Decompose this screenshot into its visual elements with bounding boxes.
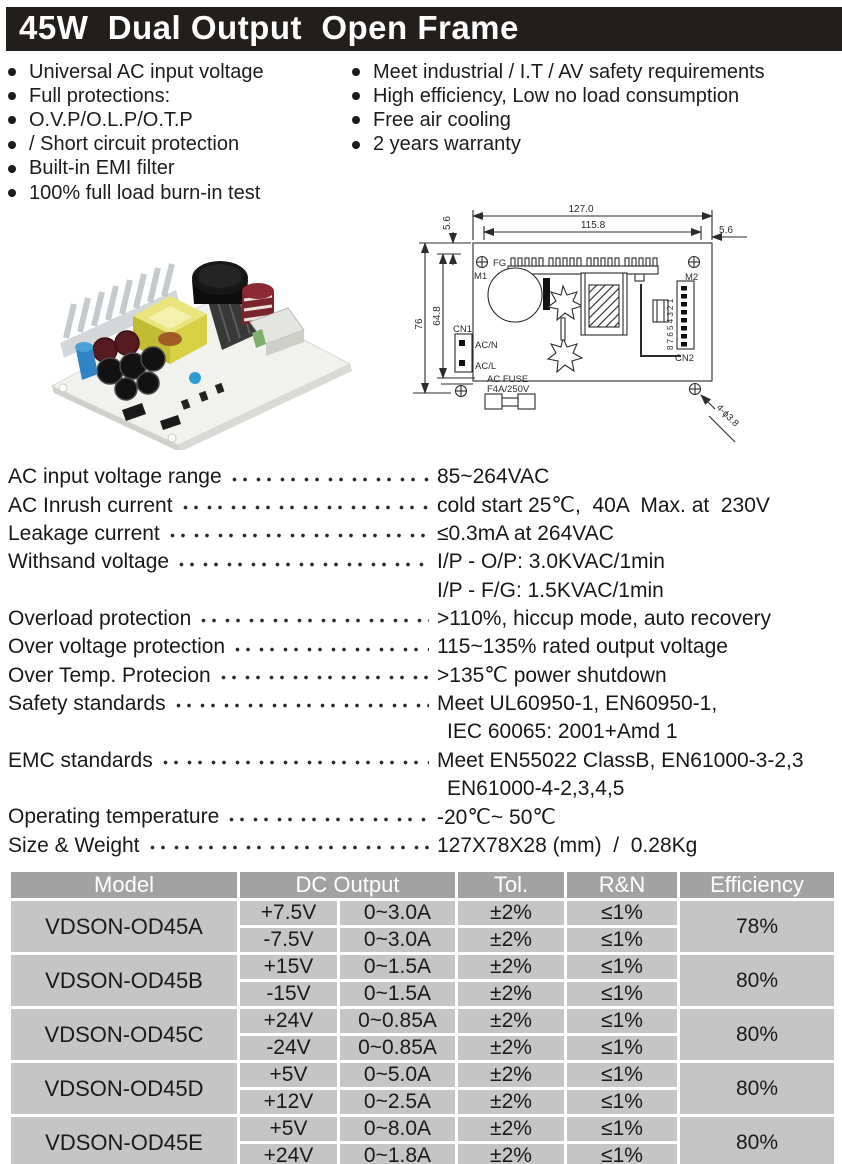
tol-cell: ±2% [457,1035,566,1062]
spec-row [8,661,834,689]
feature-label: 100% full load burn-in test [29,181,261,204]
dot-leader [150,845,429,854]
dot-leader [232,477,429,486]
current-cell: 0~1.5A [339,954,457,981]
rn-cell: ≤1% [566,1089,679,1116]
dim-height-outer-label: 76 [414,318,425,330]
spec-row [8,633,834,661]
spec-row [8,548,834,576]
voltage-cell: +15V [239,954,339,981]
rn-cell: ≤1% [566,1116,679,1143]
table-header-row [10,871,836,900]
bullet-icon [352,116,360,124]
rn-cell: ≤1% [566,1008,679,1035]
spec-value: Meet EN55022 ClassB, EN61000-3-2,3 [437,748,804,772]
spec-row [8,690,834,718]
rn-cell: ≤1% [566,927,679,954]
rn-cell: ≤1% [566,981,679,1008]
rn-cell: ≤1% [566,954,679,981]
table-row [10,900,836,927]
feature-item [8,108,264,132]
rn-cell: ≤1% [566,1143,679,1164]
acn-label: AC/N [475,340,498,351]
efficiency-cell: 78% [679,900,836,954]
feature-label: 2 years warranty [373,133,521,156]
bullet-icon [8,68,16,76]
efficiency-cell: 80% [679,954,836,1008]
model-table-wrap [8,869,837,1164]
model-cell: VDSON-OD45C [10,1008,239,1062]
feature-label: Built-in EMI filter [29,157,175,180]
mechanical-drawing [413,188,842,448]
feature-label: High efficiency, Low no load consumption [373,84,740,107]
spec-value: ≤0.3mA at 264VAC [437,521,614,545]
voltage-cell: +12V [239,1089,339,1116]
table-row [10,1116,836,1143]
feature-item [8,181,264,205]
dot-leader [170,533,429,542]
spec-row [8,803,834,831]
bullet-icon [8,92,16,100]
dot-leader [201,618,429,627]
feature-label: Meet industrial / I.T / AV safety requirements [373,60,765,83]
spec-value: I/P - O/P: 3.0KVAC/1min [437,550,665,574]
current-cell: 0~5.0A [339,1062,457,1089]
m1-label: M1 [474,271,488,282]
spec-value: IEC 60065: 2001+Amd 1 [447,720,678,744]
cn1-label: CN1 [453,324,473,335]
feature-item [352,133,765,157]
dim-width-inner-label: 115.8 [580,220,606,231]
fuse-label-2: F4A/250V [487,384,530,395]
bullet-icon [8,141,16,149]
tol-cell: ±2% [457,1089,566,1116]
mounting-hole-label: 4-ϕ3.8 [713,402,741,430]
feature-label: Universal AC input voltage [29,60,264,83]
dot-leader [221,675,429,684]
spec-value: EN61000-4-2,3,4,5 [447,776,625,800]
spec-value: Meet UL60950-1, EN60950-1, [437,691,718,715]
spec-label: Size & Weight [8,833,140,857]
feature-item [8,84,264,108]
feature-label: Free air cooling [373,108,511,131]
voltage-cell: +5V [239,1116,339,1143]
spec-label: Over Temp. Protecion [8,663,211,687]
spec-row [8,463,834,491]
model-cell: VDSON-OD45B [10,954,239,1008]
spec-label: Safety standards [8,691,166,715]
acl-label: AC/L [475,361,497,372]
voltage-cell: +24V [239,1008,339,1035]
spec-row [8,746,834,774]
bullet-icon [352,68,360,76]
dot-leader [235,647,429,656]
table-row [10,954,836,981]
spec-value: cold start 25℃, 40A Max. at 230V [437,494,770,518]
dot-leader [176,703,429,712]
voltage-cell: +24V [239,1143,339,1164]
voltage-cell: +5V [239,1062,339,1089]
fuse-label-1: AC FUSE [487,374,529,385]
spec-row [8,605,834,633]
spec-label: AC input voltage range [8,465,222,489]
feature-label: / Short circuit protection [29,133,240,156]
current-cell: 0~2.5A [339,1089,457,1116]
dim-offset-right-label: 5.6 [719,225,733,236]
spec-row [8,520,834,548]
feature-item [352,84,765,108]
spec-value: >110%, hiccup mode, auto recovery [437,606,772,630]
col-header-efficiency: Efficiency [679,871,836,900]
bullet-icon [352,92,360,100]
current-cell: 0~1.8A [339,1143,457,1164]
spec-value: -20℃~ 50℃ [437,805,556,829]
current-cell: 0~3.0A [339,900,457,927]
voltage-cell: -24V [239,1035,339,1062]
tol-cell: ±2% [457,900,566,927]
feature-item [8,133,264,157]
spec-row [8,831,834,859]
feature-item [352,60,765,84]
spec-label: Overload protection [8,606,192,630]
current-cell: 0~8.0A [339,1116,457,1143]
rn-cell: ≤1% [566,900,679,927]
efficiency-cell: 80% [679,1008,836,1062]
product-photo [30,238,395,450]
cn2-label: CN2 [675,353,695,364]
tol-cell: ±2% [457,1008,566,1035]
bullet-icon [8,116,16,124]
efficiency-cell: 80% [679,1116,836,1164]
current-cell: 0~0.85A [339,1008,457,1035]
feature-list-right [352,60,765,157]
current-cell: 0~1.5A [339,981,457,1008]
feature-list-left [8,60,264,205]
dim-width-outer-label: 127.0 [568,204,594,215]
model-cell: VDSON-OD45A [10,900,239,954]
col-header-tol: Tol. [457,871,566,900]
tol-cell: ±2% [457,981,566,1008]
col-header-rn: R&N [566,871,679,900]
dot-leader [229,817,429,826]
voltage-cell: -7.5V [239,927,339,954]
bullet-icon [8,189,16,197]
current-cell: 0~0.85A [339,1035,457,1062]
dot-leader [163,760,429,769]
spec-label: AC Inrush current [8,493,173,517]
page-title: 45W Dual Output Open Frame [19,9,519,46]
current-cell: 0~3.0A [339,927,457,954]
title-bar [6,7,842,51]
dot-leader [179,562,429,571]
bullet-icon [352,141,360,149]
feature-item [8,157,264,181]
feature-label: O.V.P/O.L.P/O.T.P [29,108,193,131]
model-table [8,869,837,1164]
spec-row-continuation [8,718,834,746]
voltage-cell: +7.5V [239,900,339,927]
cn2-pin-numbers: 8 7 6 5 4 3 2 1 [666,298,675,350]
col-header-model: Model [10,871,239,900]
spec-label: Over voltage protection [8,635,226,659]
table-row [10,1008,836,1035]
spec-value: >135℃ power shutdown [437,664,667,688]
bullet-icon [8,165,16,173]
spec-list [8,463,834,860]
feature-label: Full protections: [29,84,171,107]
spec-value: 85~264VAC [437,465,550,489]
tol-cell: ±2% [457,1116,566,1143]
dim-height-inner-label: 64.8 [432,306,443,326]
spec-label: Withsand voltage [8,550,170,574]
col-header-dc-output: DC Output [239,871,457,900]
voltage-cell: -15V [239,981,339,1008]
rn-cell: ≤1% [566,1035,679,1062]
dot-leader [183,505,429,514]
spec-row [8,491,834,519]
feature-item [8,60,264,84]
tol-cell: ±2% [457,1062,566,1089]
spec-label: Operating temperature [8,805,220,829]
spec-row-continuation [8,775,834,803]
rn-cell: ≤1% [566,1062,679,1089]
spec-value: 115~135% rated output voltage [437,635,728,659]
model-cell: VDSON-OD45E [10,1116,239,1164]
tol-cell: ±2% [457,1143,566,1164]
tol-cell: ±2% [457,927,566,954]
tol-cell: ±2% [457,954,566,981]
fg-label: FG [493,258,507,269]
model-cell: VDSON-OD45D [10,1062,239,1116]
spec-label: Leakage current [8,521,160,545]
m2-label: M2 [685,272,699,283]
spec-label: EMC standards [8,748,153,772]
spec-row-continuation [8,576,834,604]
spec-value: I/P - F/G: 1.5KVAC/1min [437,578,664,602]
feature-item [352,108,765,132]
dim-offset-left-label: 5.6 [442,216,453,230]
spec-value: 127X78X28 (mm) / 0.28Kg [437,833,698,857]
efficiency-cell: 80% [679,1062,836,1116]
table-row [10,1062,836,1089]
